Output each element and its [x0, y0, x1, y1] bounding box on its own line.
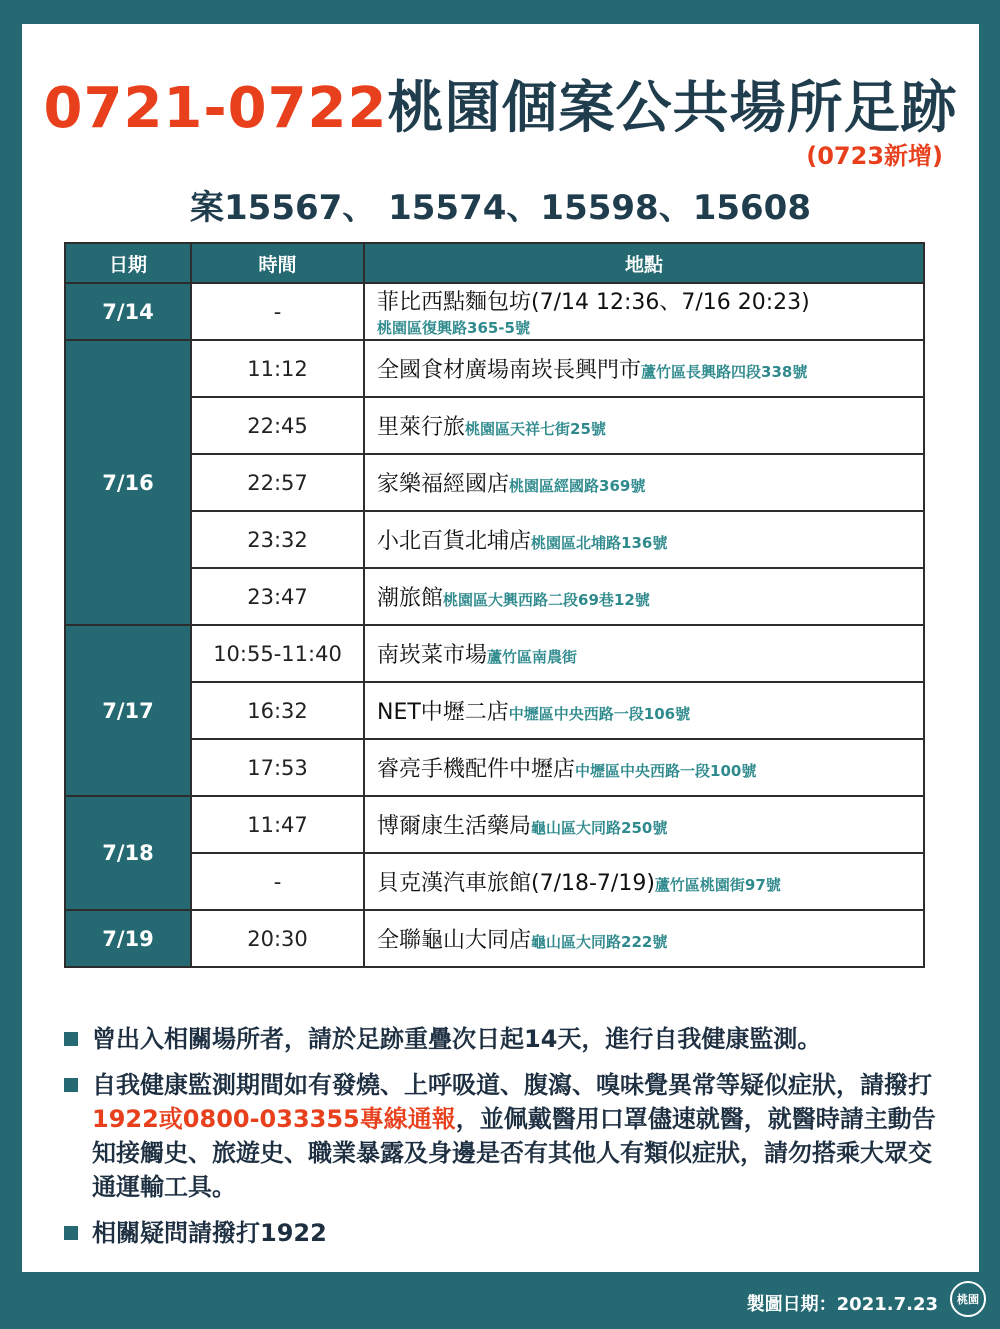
table-row [65, 910, 924, 967]
square-bullet-icon [64, 1078, 78, 1092]
place-address: 桃園區復興路365-5號 [377, 319, 530, 337]
place-cell [364, 796, 924, 853]
date-cell: 7/16 [65, 340, 191, 625]
table-row [65, 739, 924, 796]
note-item [64, 1216, 954, 1250]
time-cell: 16:32 [191, 682, 364, 739]
time-cell: 11:47 [191, 796, 364, 853]
date-cell: 7/17 [65, 625, 191, 796]
table-row [65, 283, 924, 340]
date-cell: 7/18 [65, 796, 191, 910]
place-cell [364, 910, 924, 967]
place-cell [364, 454, 924, 511]
hotline-highlight: 1922或0800-033355專線通報 [92, 1105, 456, 1133]
table-row [65, 625, 924, 682]
note-text: 相關疑問請撥打1922 [92, 1219, 327, 1247]
date-cell: 7/14 [65, 283, 191, 340]
place-address: 桃園區大興西路二段69巷12號 [443, 591, 650, 609]
place-name: 里萊行旅 [377, 415, 466, 440]
place-name: 全國食材廣場南崁長興門市 [377, 358, 642, 383]
case-numbers: 案15567、 15574、15598、15608 [190, 188, 811, 228]
square-bullet-icon [64, 1032, 78, 1046]
header-place: 地點 [364, 243, 924, 283]
place-name: 睿亮手機配件中壢店 [377, 757, 576, 782]
time-cell: 22:45 [191, 397, 364, 454]
time-cell: - [191, 283, 364, 340]
square-bullet-icon [64, 1226, 78, 1240]
city-seal-icon: 桃園 [950, 1281, 986, 1317]
place-name: 貝克漢汽車旅館(7/18-7/19) [377, 871, 655, 896]
table-row [65, 340, 924, 397]
place-address: 蘆竹區南農街 [487, 648, 578, 666]
place-cell [364, 682, 924, 739]
place-address: 龜山區大同路222號 [531, 933, 668, 951]
place-name: 南崁菜市場 [377, 643, 488, 668]
place-cell [364, 397, 924, 454]
place-address: 中壢區中央西路一段100號 [575, 762, 757, 780]
place-address: 中壢區中央西路一段106號 [508, 705, 691, 723]
poster-panel [22, 24, 979, 1272]
place-name: 菲比西點麵包坊(7/14 12:36、7/16 20:23) [377, 290, 810, 315]
place-address: 桃園區天祥七街25號 [465, 420, 606, 438]
time-cell: 11:12 [191, 340, 364, 397]
table-row [65, 454, 924, 511]
note-text [92, 1068, 954, 1204]
time-cell: 10:55-11:40 [191, 625, 364, 682]
place-cell [364, 853, 924, 910]
time-cell: 17:53 [191, 739, 364, 796]
place-name: 潮旅館 [377, 586, 444, 611]
place-cell [364, 283, 924, 340]
time-cell: 23:32 [191, 511, 364, 568]
place-name: NET中壢二店 [377, 700, 509, 725]
title-date-range: 0721-0722 [43, 76, 388, 141]
table-row [65, 511, 924, 568]
table-row [65, 796, 924, 853]
page-title [22, 64, 979, 144]
note-text-part: ，並佩戴醫用口罩儘速就醫，就醫時請主動告知接觸史、旅遊史、職業暴露及身邊是否有其他人有類似症狀，請勿搭乘大眾交通運輸工具。 [92, 1105, 936, 1201]
header-date: 日期 [65, 243, 191, 283]
place-address: 桃園區經國路369號 [509, 477, 646, 495]
date-cell: 7/19 [65, 910, 191, 967]
table-header-row [65, 243, 924, 283]
place-address: 蘆竹區長興路四段338號 [641, 363, 808, 381]
table-row [65, 682, 924, 739]
note-item [64, 1022, 954, 1056]
table-row [65, 397, 924, 454]
table-row [65, 853, 924, 910]
added-note: (0723新增) [806, 142, 943, 170]
place-cell [364, 511, 924, 568]
time-cell: 23:47 [191, 568, 364, 625]
footprint-table [64, 242, 925, 968]
place-cell [364, 739, 924, 796]
header-time: 時間 [191, 243, 364, 283]
place-name: 家樂福經國店 [377, 472, 510, 497]
place-cell [364, 568, 924, 625]
place-cell [364, 340, 924, 397]
place-address: 桃園區北埔路136號 [531, 534, 668, 552]
place-address: 龜山區大同路250號 [531, 819, 668, 837]
note-text: 曾出入相關場所者，請於足跡重疊次日起14天，進行自我健康監測。 [92, 1025, 822, 1053]
place-cell [364, 625, 924, 682]
title-text: 桃園個案公共場所足跡 [387, 76, 958, 141]
time-cell: - [191, 853, 364, 910]
time-cell: 22:57 [191, 454, 364, 511]
note-text-part: 自我健康監測期間如有發燒、上呼吸道、腹瀉、嗅味覺異常等疑似症狀，請撥打 [92, 1071, 932, 1099]
notes-section [64, 1022, 954, 1262]
place-address: 蘆竹區桃園街97號 [654, 876, 781, 894]
production-date: 製圖日期：2021.7.23 [746, 1294, 938, 1315]
note-item [64, 1068, 954, 1204]
place-name: 博爾康生活藥局 [377, 814, 532, 839]
time-cell: 20:30 [191, 910, 364, 967]
place-name: 小北百貨北埔店 [377, 529, 532, 554]
place-name: 全聯龜山大同店 [377, 928, 532, 953]
table-row [65, 568, 924, 625]
